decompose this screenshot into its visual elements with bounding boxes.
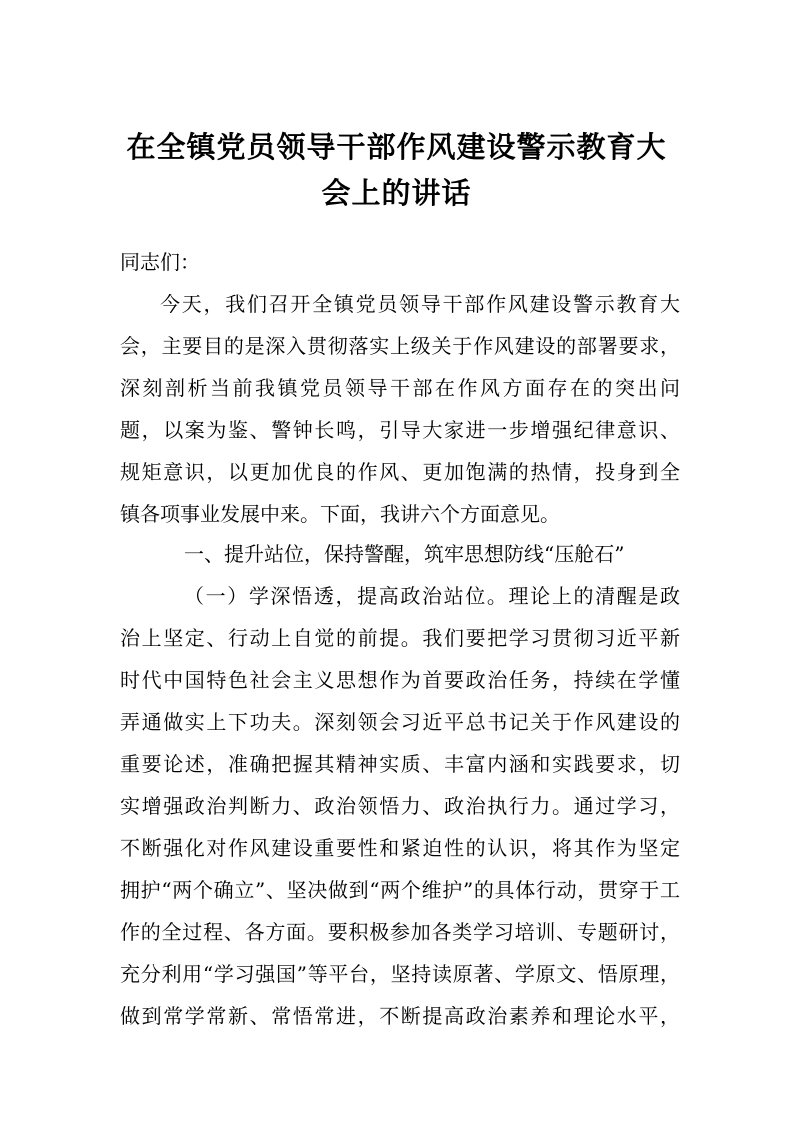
paragraph-line: 作的全过程、各方面。要积极参加各类学习培训、专题研讨，	[120, 920, 680, 944]
paragraph-line: 重要论述，准确把握其精神实质、丰富内涵和实践要求，切	[120, 752, 680, 776]
document-title-line-1: 在全镇党员领导干部作风建设警示教育大	[126, 130, 667, 164]
paragraph-line: 不断强化对作风建设重要性和紧迫性的认识，将其作为坚定	[120, 836, 680, 860]
paragraph-line: 弄通做实上下功夫。深刻领会习近平总书记关于作风建设的	[120, 710, 680, 734]
paragraph-line: 拥护“两个确立”、坚决做到“两个维护”的具体行动，贯穿于工	[120, 878, 680, 902]
paragraph-line: 题，以案为鉴、警钟长鸣，引导大家进一步增强纪律意识、	[120, 418, 680, 442]
paragraph-line: 充分利用“学习强国”等平台，坚持读原著、学原文、悟原理，	[120, 962, 680, 986]
paragraph-line: 镇各项事业发展中来。下面，我讲六个方面意见。	[120, 502, 560, 526]
paragraph-line: 实增强政治判断力、政治领悟力、政治执行力。通过学习，	[120, 794, 680, 818]
salutation: 同志们：	[120, 250, 200, 274]
paragraph-line: （一）学深悟透，提高政治站位。理论上的清醒是政	[184, 584, 680, 608]
paragraph-line: 深刻剖析当前我镇党员领导干部在作风方面存在的突出问	[120, 376, 680, 400]
paragraph-line: 时代中国特色社会主义思想作为首要政治任务，持续在学懂	[120, 668, 680, 692]
paragraph-line: 会，主要目的是深入贯彻落实上级关于作风建设的部署要求，	[120, 334, 680, 358]
document-title-line-2: 会上的讲话	[321, 176, 472, 210]
paragraph-line: 规矩意识，以更加优良的作风、更加饱满的热情，投身到全	[120, 460, 680, 484]
paragraph-line: 治上坚定、行动上自觉的前提。我们要把学习贯彻习近平新	[120, 626, 680, 650]
paragraph-line: 做到常学常新、常悟常进，不断提高政治素养和理论水平，	[120, 1004, 680, 1028]
section-heading: 一、提升站位，保持警醒，筑牢思想防线“压舱石”	[184, 542, 625, 566]
paragraph-line: 今天，我们召开全镇党员领导干部作风建设警示教育大	[160, 292, 680, 316]
